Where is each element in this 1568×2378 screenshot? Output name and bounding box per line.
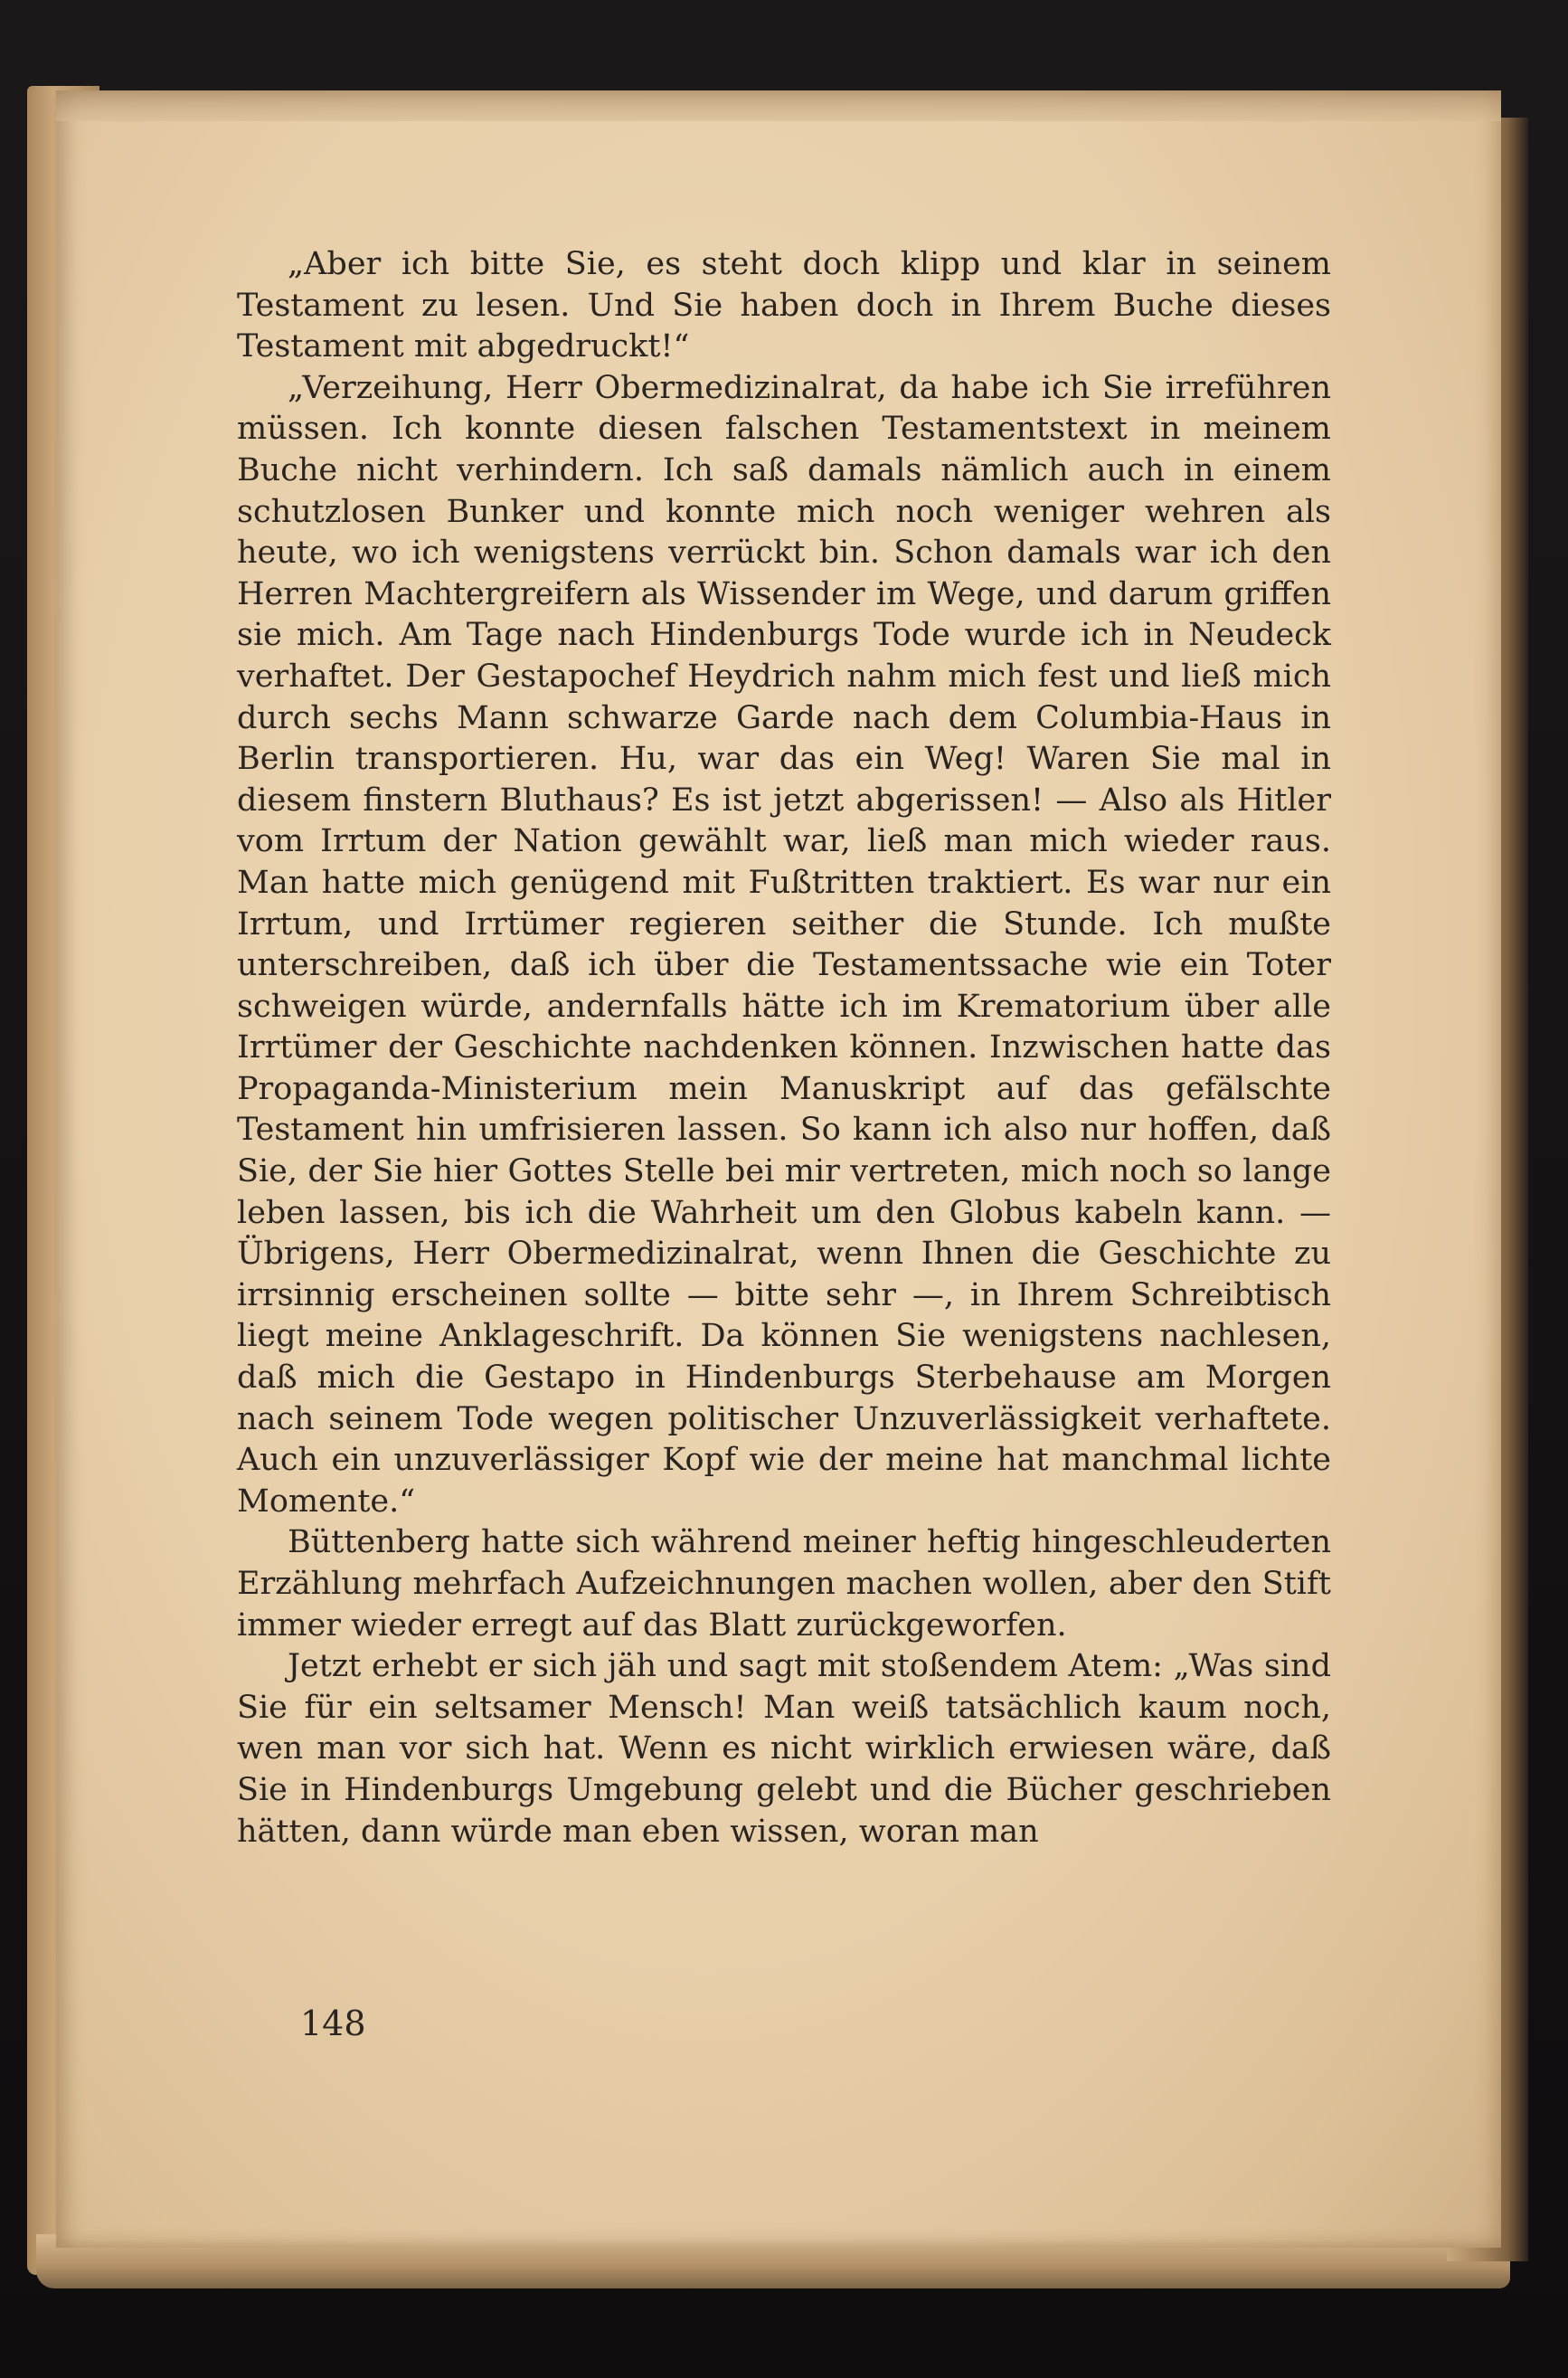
page-number: 148 [300, 2004, 366, 2043]
page-body-text [237, 244, 1331, 1852]
paragraph-4: Jetzt erhebt er sich jäh und sagt mit stoßendem Atem: „Was sind Sie für ein seltsamer Mensch! Man weiß tatsächlich kaum noch, wen man vor sich hat. Wenn es nicht wirklich erwiesen wäre, daß Sie in Hindenburgs Umgebung gelebt und die Bücher geschrieben hätten, dann würde man eben wissen, woran man [237, 1648, 1331, 1850]
paragraph-2: „Verzeihung, Herr Obermedizinalrat, da habe ich Sie irreführen müssen. Ich konnte diesen falschen Testamentstext in meinem Buche nicht verhindern. Ich saß damals nämlich auch in einem schutzlosen Bunker und konnte mich noch weniger wehren als heute, wo ich wenigstens verrückt bin. Schon damals war ich den Herren Machtergreifern als Wissender im Wege, und darum griffen sie mich. Am Tage nach Hindenburgs Tode wurde ich in Neudeck verhaftet. Der Gestapochef Heydrich nahm mich fest und ließ mich durch sechs Mann schwarze Garde nach dem Columbia-Haus in Berlin transportieren. Hu, war das ein Weg! Waren Sie mal in diesem finstern Bluthaus? Es ist jetzt abgerissen! — Also als Hitler vom Irrtum der Nation gewählt war, ließ man mich wieder raus. Man hatte mich genügend mit Fußtritten traktiert. Es war nur ein Irrtum, und Irrtümer regieren seither die Stunde. Ich mußte unterschreiben, daß ich über die Testamentssache wie ein Toter schweigen würde, andernfalls hätte ich im Krematorium über alle Irrtümer der Geschichte nachdenken können. Inzwischen hatte das Propaganda-Ministerium mein Manuskript auf das gefälschte Testament hin umfrisieren lassen. So kann ich also nur hoffen, daß Sie, der Sie hier Gottes Stelle bei mir vertreten, mich noch so lange leben lassen, bis ich die Wahrheit um den Globus kabeln kann. — Übrigens, Herr Obermedizinalrat, wenn Ihnen die Geschichte zu irrsinnig erscheinen sollte — bitte sehr —, in Ihrem Schreibtisch liegt meine Anklageschrift. Da können Sie wenigstens nachlesen, daß mich die Gestapo in Hindenburgs Sterbehause am Morgen nach seinem Tode wegen politischer Unzuverlässigkeit verhaftete. Auch ein unzuverlässiger Kopf wie der meine hat manchmal lichte Momente.“ [237, 369, 1331, 1520]
page-top-edge [56, 90, 1501, 121]
paragraph-1: „Aber ich bitte Sie, es steht doch klipp und klar in seinem Testament zu lesen. Und Sie haben doch in Ihrem Buche dieses Testament mit abgedruckt!“ [237, 246, 1331, 365]
paragraph-3: Büttenberg hatte sich während meiner heftig hingeschleuderten Erzählung mehrfach Aufzeichnungen machen wollen, aber den Stift immer wieder erregt auf das Blatt zurückgeworfen. [237, 1524, 1331, 1644]
